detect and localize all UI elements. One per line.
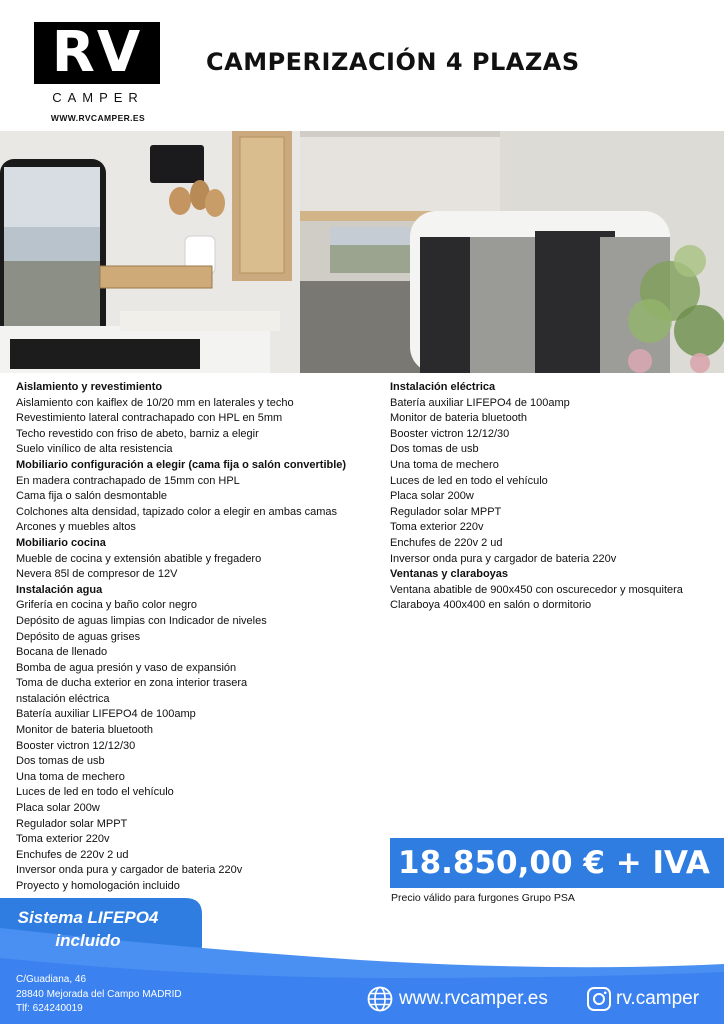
logo-mark: RV xyxy=(34,22,160,84)
spec-heading: Ventanas y claraboyas xyxy=(390,568,509,581)
instagram-icon xyxy=(586,986,612,1012)
spec-item: Regulador solar MPPT xyxy=(16,817,128,830)
spec-item: Toma de ducha exterior en zona interior trasera xyxy=(16,677,248,690)
spec-item: Una toma de mechero xyxy=(390,458,499,471)
spec-item: Una toma de mechero xyxy=(16,770,125,783)
spec-item: Toma exterior 220v xyxy=(390,521,484,534)
spec-heading: Mobiliario cocina xyxy=(16,536,106,549)
header-website[interactable]: WWW.RVCAMPER.ES xyxy=(50,113,146,123)
spec-item: Depósito de aguas grises xyxy=(16,630,141,643)
brand-logo xyxy=(34,22,162,105)
spec-item: Inversor onda pura y cargador de bateria 220v xyxy=(390,552,617,565)
spec-item: Enchufes de 220v 2 ud xyxy=(390,536,503,549)
address-street: C/Guadiana, 46 xyxy=(16,974,87,985)
spec-heading: Instalación eléctrica xyxy=(390,381,496,393)
footer-instagram-link[interactable] xyxy=(586,986,699,1012)
footer-website-link[interactable] xyxy=(367,986,548,1012)
spec-item: Bocana de llenado xyxy=(16,646,108,659)
spec-item: Monitor de bateria bluetooth xyxy=(16,724,153,737)
spec-heading: Instalación agua xyxy=(16,583,103,596)
interior-photo xyxy=(0,131,724,373)
spec-item: Booster victron 12/12/30 xyxy=(390,427,510,440)
spec-item: Bomba de agua presión y vaso de expansión xyxy=(16,661,237,674)
price-note: Precio válido para furgones Grupo PSA xyxy=(391,892,575,904)
spec-item: Claraboya 400x400 en salón o dormitorio xyxy=(390,599,592,612)
logo-subtext: CAMPER xyxy=(52,90,144,105)
spec-item: Cama fija o salón desmontable xyxy=(16,490,168,503)
price-amount: 18.850,00 € + IVA xyxy=(398,845,710,881)
spec-item: Revestimiento lateral contrachapado con HPL en 5mm xyxy=(16,412,283,425)
spec-item: Nevera 85l de compresor de 12V xyxy=(16,568,178,581)
spec-item: Placa solar 200w xyxy=(390,490,474,503)
spec-item: Regulador solar MPPT xyxy=(390,505,502,518)
footer xyxy=(0,898,724,1024)
spec-item: Ventana abatible de 900x450 con oscurecedor y mosquitera xyxy=(390,583,683,596)
spec-item: Suelo vinílico de alta resistencia xyxy=(16,443,173,456)
spec-heading: Aislamiento y revestimiento xyxy=(16,381,163,393)
lifepo-line2: incluido xyxy=(55,931,121,950)
spec-item: Luces de led en todo el vehículo xyxy=(390,474,548,487)
spec-item: Dos tomas de usb xyxy=(390,443,479,456)
spec-item: En madera contrachapado de 15mm con HPL xyxy=(16,474,240,487)
spec-item: Enchufes de 220v 2 ud xyxy=(16,848,129,861)
lifepo-banner xyxy=(8,906,168,952)
spec-item: Dos tomas de usb xyxy=(16,755,105,768)
address-city: 28840 Mejorada del Campo MADRID xyxy=(16,988,182,1000)
spec-item: Monitor de bateria bluetooth xyxy=(390,412,527,425)
spec-item: Luces de led en todo el vehículo xyxy=(16,786,174,799)
spec-item: Booster victron 12/12/30 xyxy=(16,739,136,752)
spec-heading: Mobiliario configuración a elegir (cama fija o salón convertible) xyxy=(16,458,347,471)
spec-item: Batería auxiliar LIFEPO4 de 100amp xyxy=(16,708,196,721)
address-phone[interactable]: Tlf: 624240019 xyxy=(16,1003,83,1014)
spec-item: Aislamiento con kaiflex de 10/20 mm en laterales y techo xyxy=(16,396,294,409)
spec-item: Placa solar 200w xyxy=(16,802,100,815)
spec-item: Grifería en cocina y baño color negro xyxy=(16,599,197,612)
lifepo-line1: Sistema LIFEPO4 xyxy=(17,908,159,927)
spec-item: Mueble de cocina y extensión abatible y fregadero xyxy=(16,552,262,565)
footer-instagram-text: rv.camper xyxy=(616,988,700,1009)
globe-icon xyxy=(367,986,393,1012)
spec-item: Arcones y muebles altos xyxy=(16,521,136,534)
address-block xyxy=(16,973,182,1017)
spec-item: Colchones alta densidad, tapizado color a elegir en ambas camas xyxy=(16,505,338,518)
footer-website-text: www.rvcamper.es xyxy=(399,988,548,1009)
specs-right-column xyxy=(390,380,720,614)
spec-item: Toma exterior 220v xyxy=(16,833,110,846)
spec-item: Inversor onda pura y cargador de bateria 220v xyxy=(16,864,243,877)
spec-item: Depósito de aguas limpias con Indicador de niveles xyxy=(16,614,267,627)
page-title: CAMPERIZACIÓN 4 PLAZAS xyxy=(206,48,580,76)
spec-item: nstalación eléctrica xyxy=(16,692,110,705)
specs-left-column xyxy=(16,380,376,895)
spec-item: Batería auxiliar LIFEPO4 de 100amp xyxy=(390,396,570,409)
price-box xyxy=(390,838,724,888)
spec-item: Techo revestido con friso de abeto, barniz a elegir xyxy=(16,427,259,440)
spec-item: Proyecto y homologación incluido xyxy=(16,880,180,892)
